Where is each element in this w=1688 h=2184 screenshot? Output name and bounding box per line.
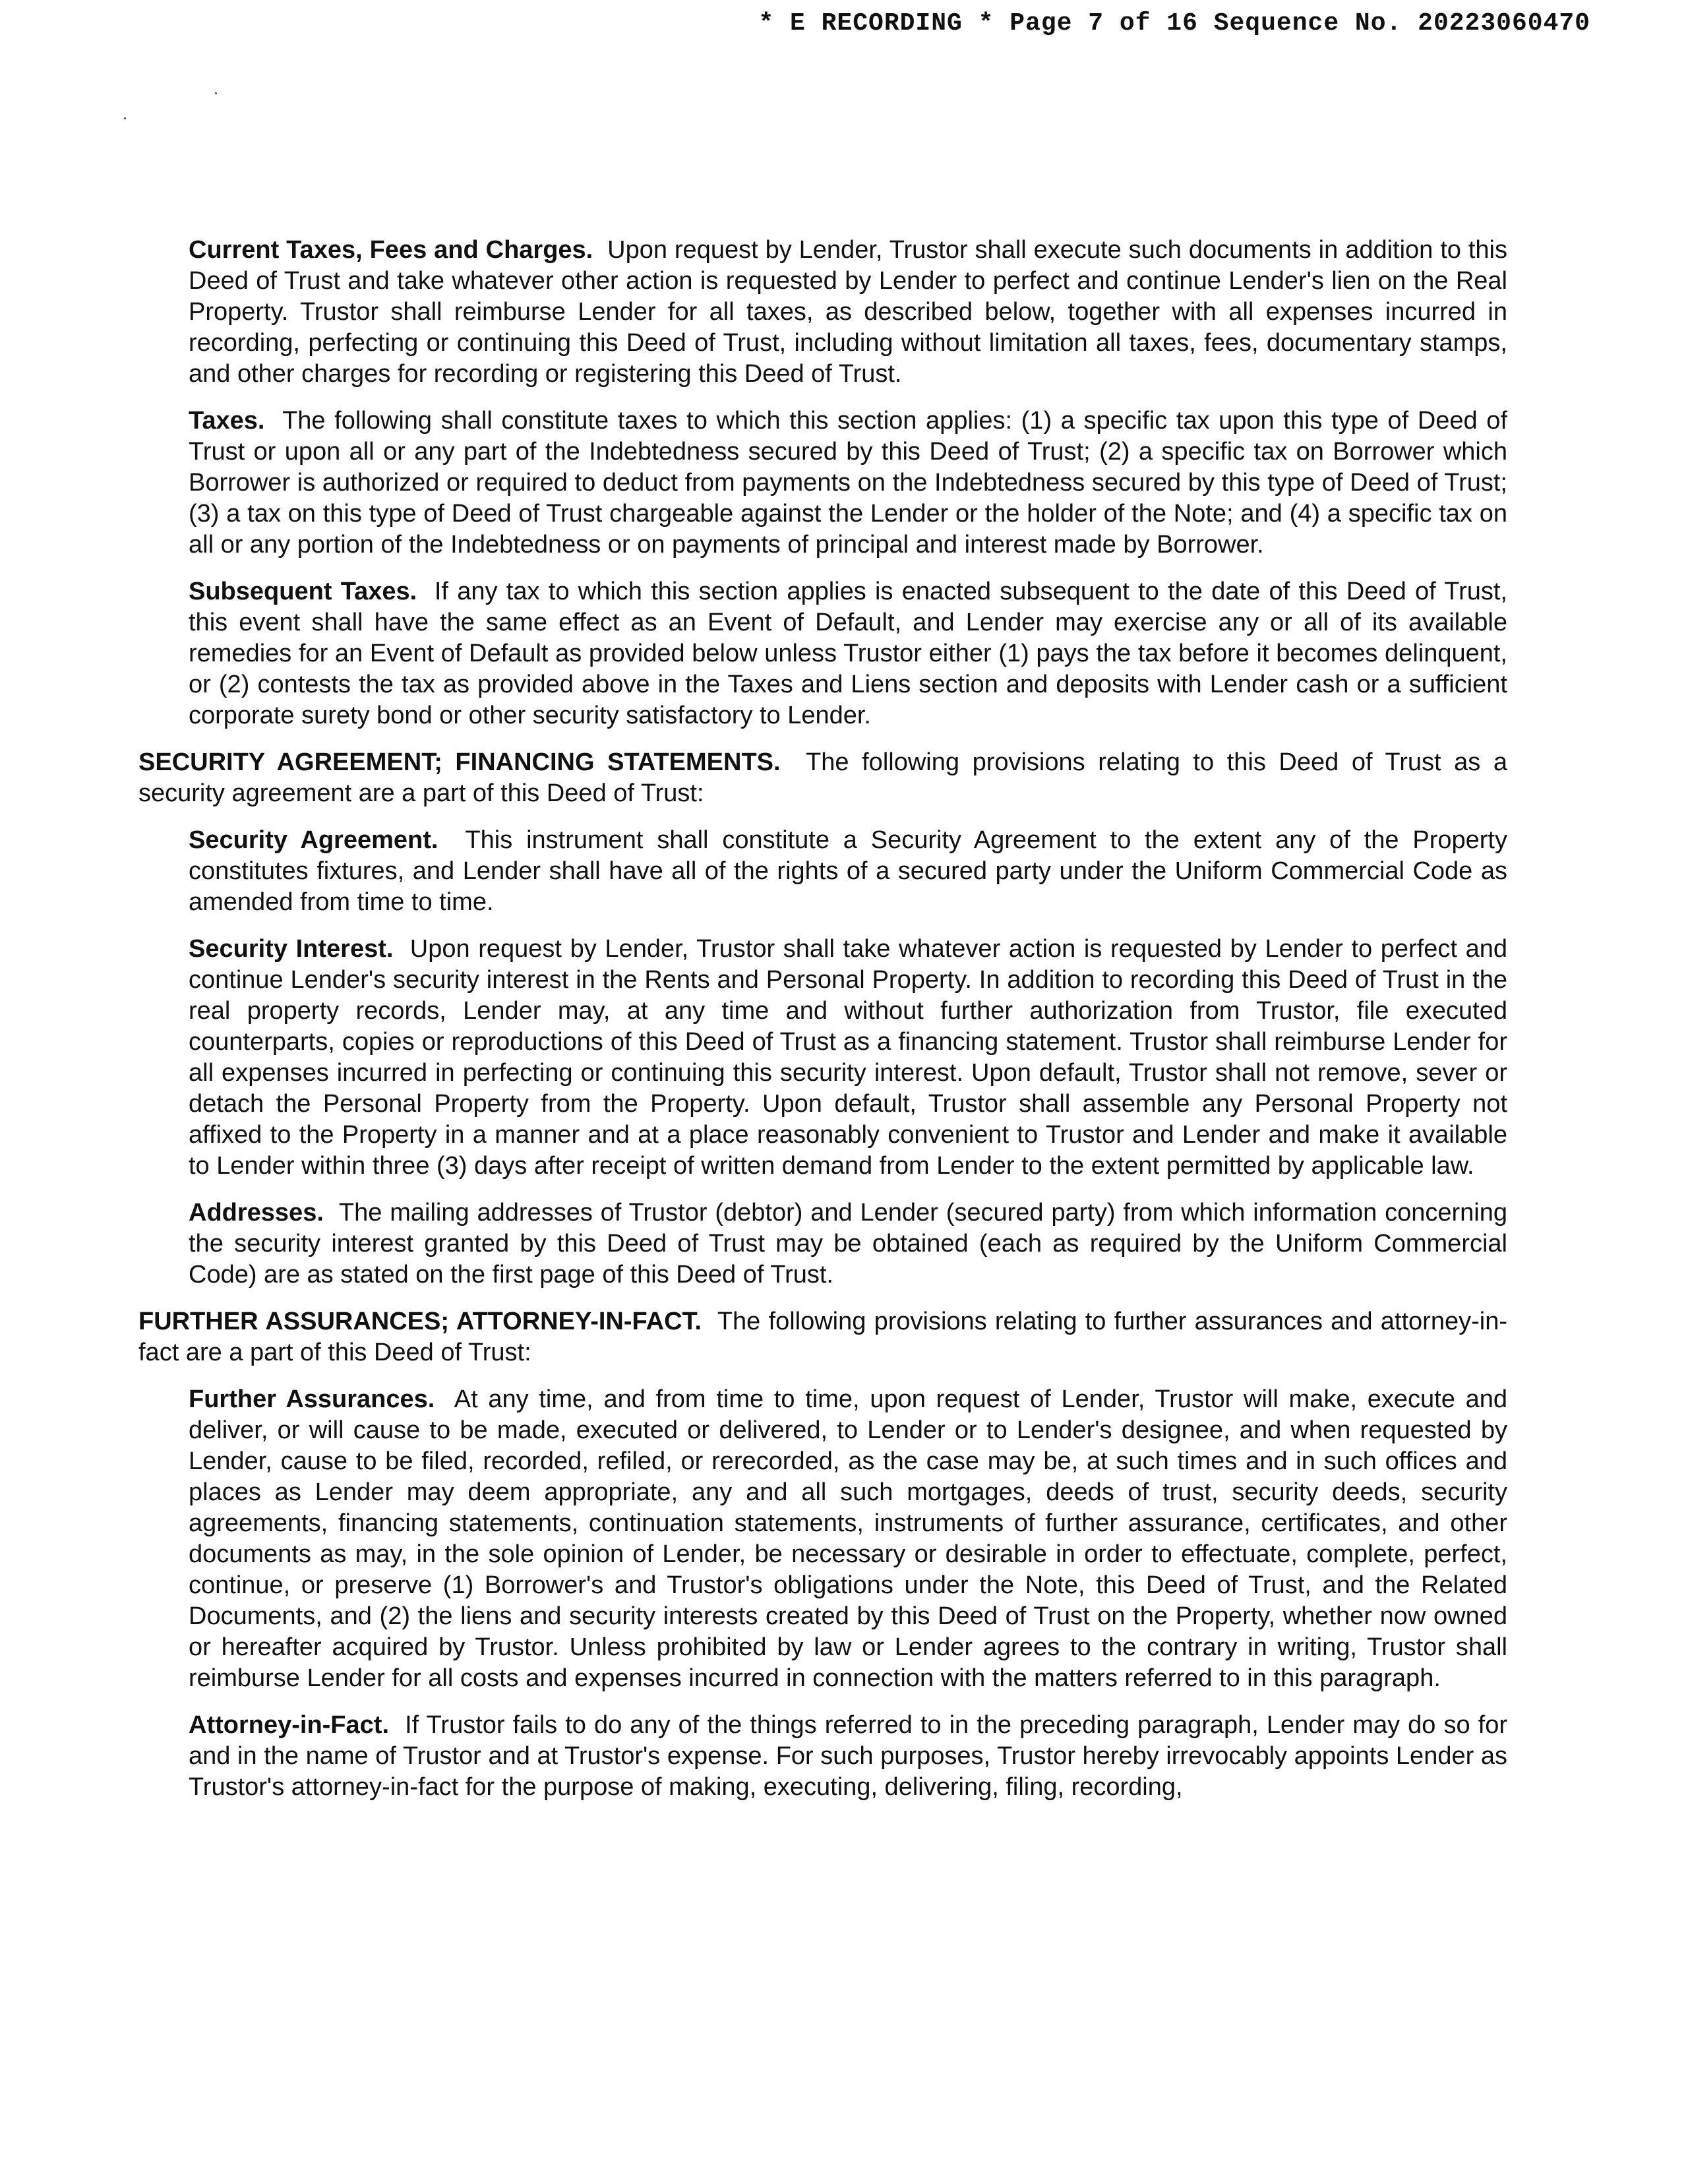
recording-header: * E RECORDING * Page 7 of 16 Sequence No. 20223060470	[758, 9, 1590, 38]
paragraph-further-assurances	[189, 1384, 1507, 1694]
paragraph-heading: Subsequent Taxes.	[189, 578, 417, 605]
section-heading: SECURITY AGREEMENT; FINANCING STATEMENTS.	[138, 748, 781, 776]
paragraph-heading: Security Agreement.	[189, 826, 438, 854]
paragraph-text: At any time, and from time to time, upon request of Lender, Trustor will make, execute and deliver, or will cause to be made, executed or delivered, to Lender or to Lender's designee, and when requested by Lender, cause to be filed, recorded, refiled, or rerecorded, as the case may be, at such times and in such offices and places as Lender may deem appropriate, any and all such mortgages, deeds of trust, security deeds, security agreements, financing statements, continuation statements, instruments of further assurance, certificates, and other documents as may, in the sole opinion of Lender, be necessary or desirable in order to effectuate, complete, perfect, continue, or preserve (1) Borrower's and Trustor's obligations under the Note, this Deed of Trust, and the Related Documents, and (2) the liens and security interests created by this Deed of Trust on the Property, whether now owned or hereafter acquired by Trustor. Unless prohibited by law or Lender agrees to the contrary in writing, Trustor shall reimburse Lender for all costs and expenses incurred in connection with the matters referred to in this paragraph.	[189, 1385, 1507, 1692]
paragraph-heading: Addresses.	[189, 1199, 324, 1227]
paragraph-attorney-in-fact	[189, 1710, 1507, 1803]
section-heading: FURTHER ASSURANCES; ATTORNEY-IN-FACT.	[138, 1308, 702, 1335]
paragraph-heading: Current Taxes, Fees and Charges.	[189, 236, 593, 264]
paragraph-heading: Attorney-in-Fact.	[189, 1711, 389, 1739]
paragraph-heading: Security Interest.	[189, 935, 394, 963]
paragraph-text: This instrument shall constitute a Security Agreement to the extent any of the Property constitutes fixtures, and Lender shall have all of the rights of a secured party under the Uniform Commercial Code as amended from time to time.	[189, 826, 1507, 916]
document-body	[138, 235, 1507, 1819]
paragraph-current-taxes	[189, 235, 1507, 390]
paragraph-text: The mailing addresses of Trustor (debtor) and Lender (secured party) from which information concerning the security interest granted by this Deed of Trust may be obtained (each as required by the Uniform Commercial Code) are as stated on the first page of this Deed of Trust.	[189, 1199, 1507, 1289]
section-intro: The following provisions relating to this Deed of Trust as a security agreement are a part of this Deed of Trust:	[138, 748, 1507, 807]
paragraph-text: Upon request by Lender, Trustor shall take whatever action is requested by Lender to perfect and continue Lender's security interest in the Rents and Personal Property. In addition to recording this Deed of Trust in the real property records, Lender may, at any time and without further authorization from Trustor, file executed counterparts, copies or reproductions of this Deed of Trust as a financing statement. Trustor shall reimburse Lender for all expenses incurred in perfecting or continuing this security interest. Upon default, Trustor shall not remove, sever or detach the Personal Property from the Property. Upon default, Trustor shall assemble any Personal Property not affixed to the Property in a manner and at a place reasonably convenient to Trustor and Lender and make it available to Lender within three (3) days after receipt of written demand from Lender to the extent permitted by applicable law.	[189, 935, 1507, 1180]
paragraph-text: The following shall constitute taxes to which this section applies: (1) a specific tax upon this type of Deed of Trust or upon all or any part of the Indebtedness secured by this Deed of Trust; (2) a specific tax on Borrower which Borrower is authorized or required to deduct from payments on the Indebtedness secured by this type of Deed of Trust; (3) a tax on this type of Deed of Trust chargeable against the Lender or the holder of the Note; and (4) a specific tax on all or any portion of the Indebtedness or on payments of principal and interest made by Borrower.	[189, 407, 1507, 559]
section-intro: The following provisions relating to further assurances and attorney-in-fact are a part of this Deed of Trust:	[138, 1308, 1507, 1366]
paragraph-text: Upon request by Lender, Trustor shall execute such documents in addition to this Deed of Trust and take whatever other action is requested by Lender to perfect and continue Lender's lien on the Real Property. Trustor shall reimburse Lender for all taxes, as described below, together with all expenses incurred in recording, perfecting or continuing this Deed of Trust, including without limitation all taxes, fees, documentary stamps, and other charges for recording or registering this Deed of Trust.	[189, 236, 1508, 388]
section-security-agreement	[138, 747, 1507, 809]
paragraph-heading: Taxes.	[189, 407, 265, 435]
paragraph-taxes	[189, 406, 1507, 561]
paragraph-security-interest	[189, 934, 1507, 1182]
paragraph-heading: Further Assurances.	[189, 1385, 435, 1413]
paragraph-subsequent-taxes	[189, 576, 1507, 731]
paragraph-security-agreement	[189, 825, 1507, 918]
section-further-assurances	[138, 1306, 1507, 1368]
paragraph-text: If Trustor fails to do any of the things referred to in the preceding paragraph, Lender may do so for and in the name of Trustor and at Trustor's expense. For such purposes, Trustor hereby irrevocably appoints Lender as Trustor's attorney-in-fact for the purpose of making, executing, delivering, filing, recording,	[189, 1711, 1507, 1801]
paragraph-addresses	[189, 1198, 1507, 1290]
scan-specks	[124, 92, 216, 125]
paragraph-text: If any tax to which this section applies is enacted subsequent to the date of this Deed of Trust, this event shall have the same effect as an Event of Default, and Lender may exercise any or all of its available remedies for an Event of Default as provided below unless Trustor either (1) pays the tax before it becomes delinquent, or (2) contests the tax as provided above in the Taxes and Liens section and deposits with Lender cash or a sufficient corporate surety bond or other security satisfactory to Lender.	[189, 578, 1507, 729]
